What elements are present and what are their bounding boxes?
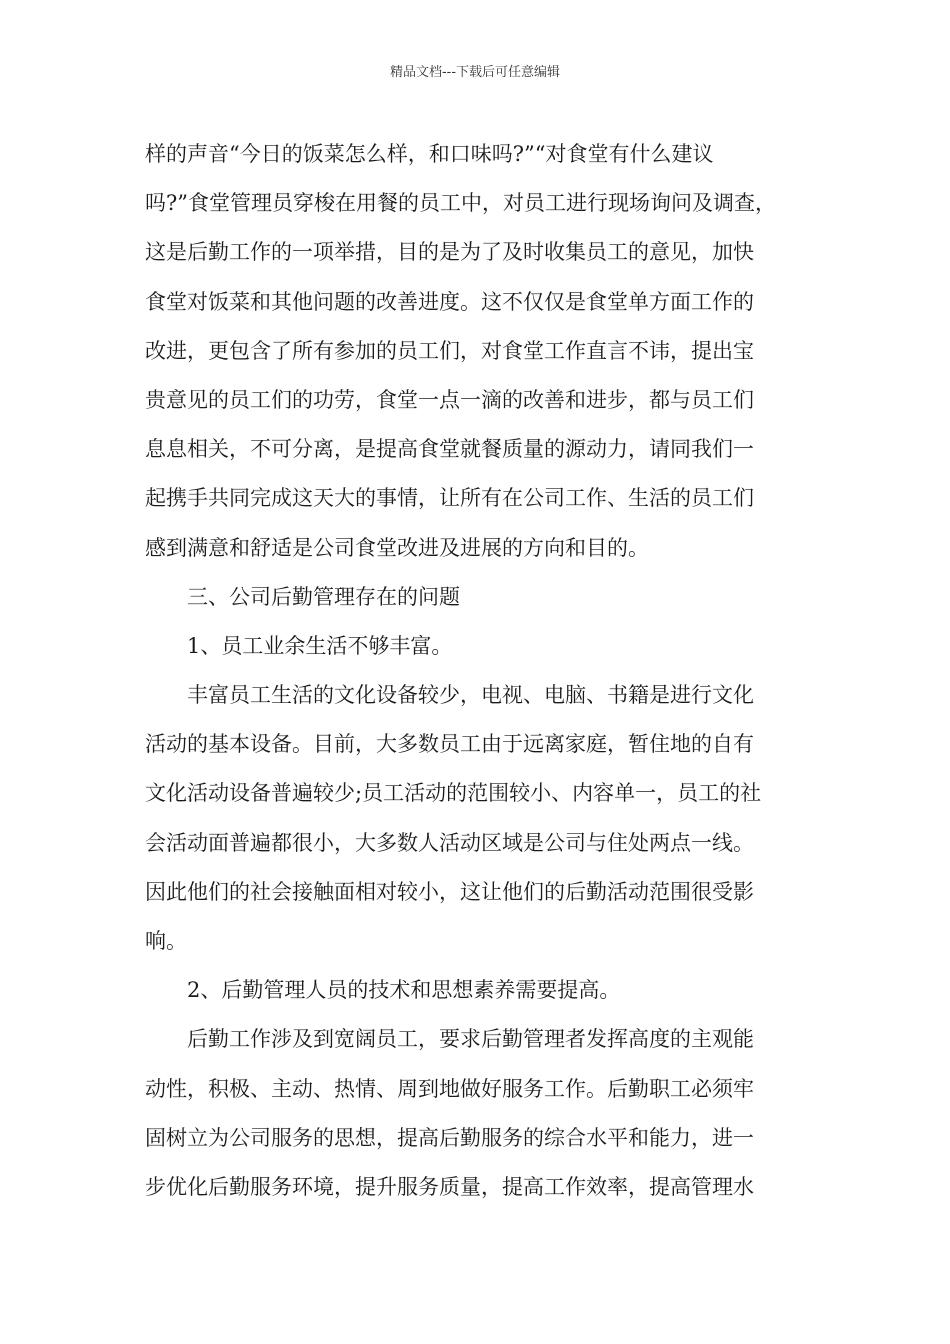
text-line: 吗?”食堂管理员穿梭在用餐的员工中，对员工进行现场询问及调查， [145,191,776,216]
text-line: 贵意见的员工们的功劳，食堂一点一滴的改善和进步，都与员工们 [145,387,754,412]
text-line: 2、后勤管理人员的技术和思想素养需要提高。 [187,978,621,1003]
body-text [145,130,810,1212]
text-line: 感到满意和舒适是公司食堂改进及进展的方向和目的。 [145,535,649,560]
text-line: 这是后勤工作的一项举措，目的是为了及时收集员工的意见，加快 [145,240,754,265]
text-line: 样的声音“今日的饭菜怎么样，和口味吗?”“对食堂有什么建议 [145,142,714,166]
text-line: 三、公司后勤管理存在的问题 [187,584,460,609]
text-line: 1、员工业余生活不够丰富。 [187,633,453,658]
text-line: 响。 [145,929,187,953]
text-line: 息息相关，不可分离，是提高食堂就餐质量的源动力，请同我们一 [145,437,754,462]
text-line: 固树立为公司服务的思想，提高后勤服务的综合水平和能力，进一 [145,1125,754,1150]
text-line: 活动的基本设备。目前，大多数员工由于远离家庭，暂住地的自有 [145,732,754,757]
text-line: 文化活动设备普遍较少;员工活动的范围较小、内容单一，员工的社 [145,781,762,806]
text-line: 改进，更包含了所有参加的员工们，对食堂工作直言不讳，提出宝 [145,338,754,363]
text-line: 步优化后勤服务环境，提升服务质量，提高工作效率，提高管理水 [145,1174,754,1199]
text-line: 因此他们的社会接触面相对较小，这让他们的后勤活动范围很受影 [145,879,754,904]
text-line: 动性，积极、主动、热情、周到地做好服务工作。后勤职工必须牢 [145,1076,754,1101]
text-line: 会活动面普遍都很小，大多数人活动区域是公司与住处两点一线。 [145,830,754,855]
text-line: 丰富员工生活的文化设备较少，电视、电脑、书籍是进行文化 [187,683,754,708]
text-line: 食堂对饭菜和其他问题的改善进度。这不仅仅是食堂单方面工作的 [145,289,754,314]
page-header: 精品文档---下载后可任意编辑 [389,65,561,80]
text-line: 后勤工作涉及到宽阔员工，要求后勤管理者发挥高度的主观能 [187,1027,754,1052]
text-line: 起携手共同完成这天大的事情，让所有在公司工作、生活的员工们 [145,486,754,511]
